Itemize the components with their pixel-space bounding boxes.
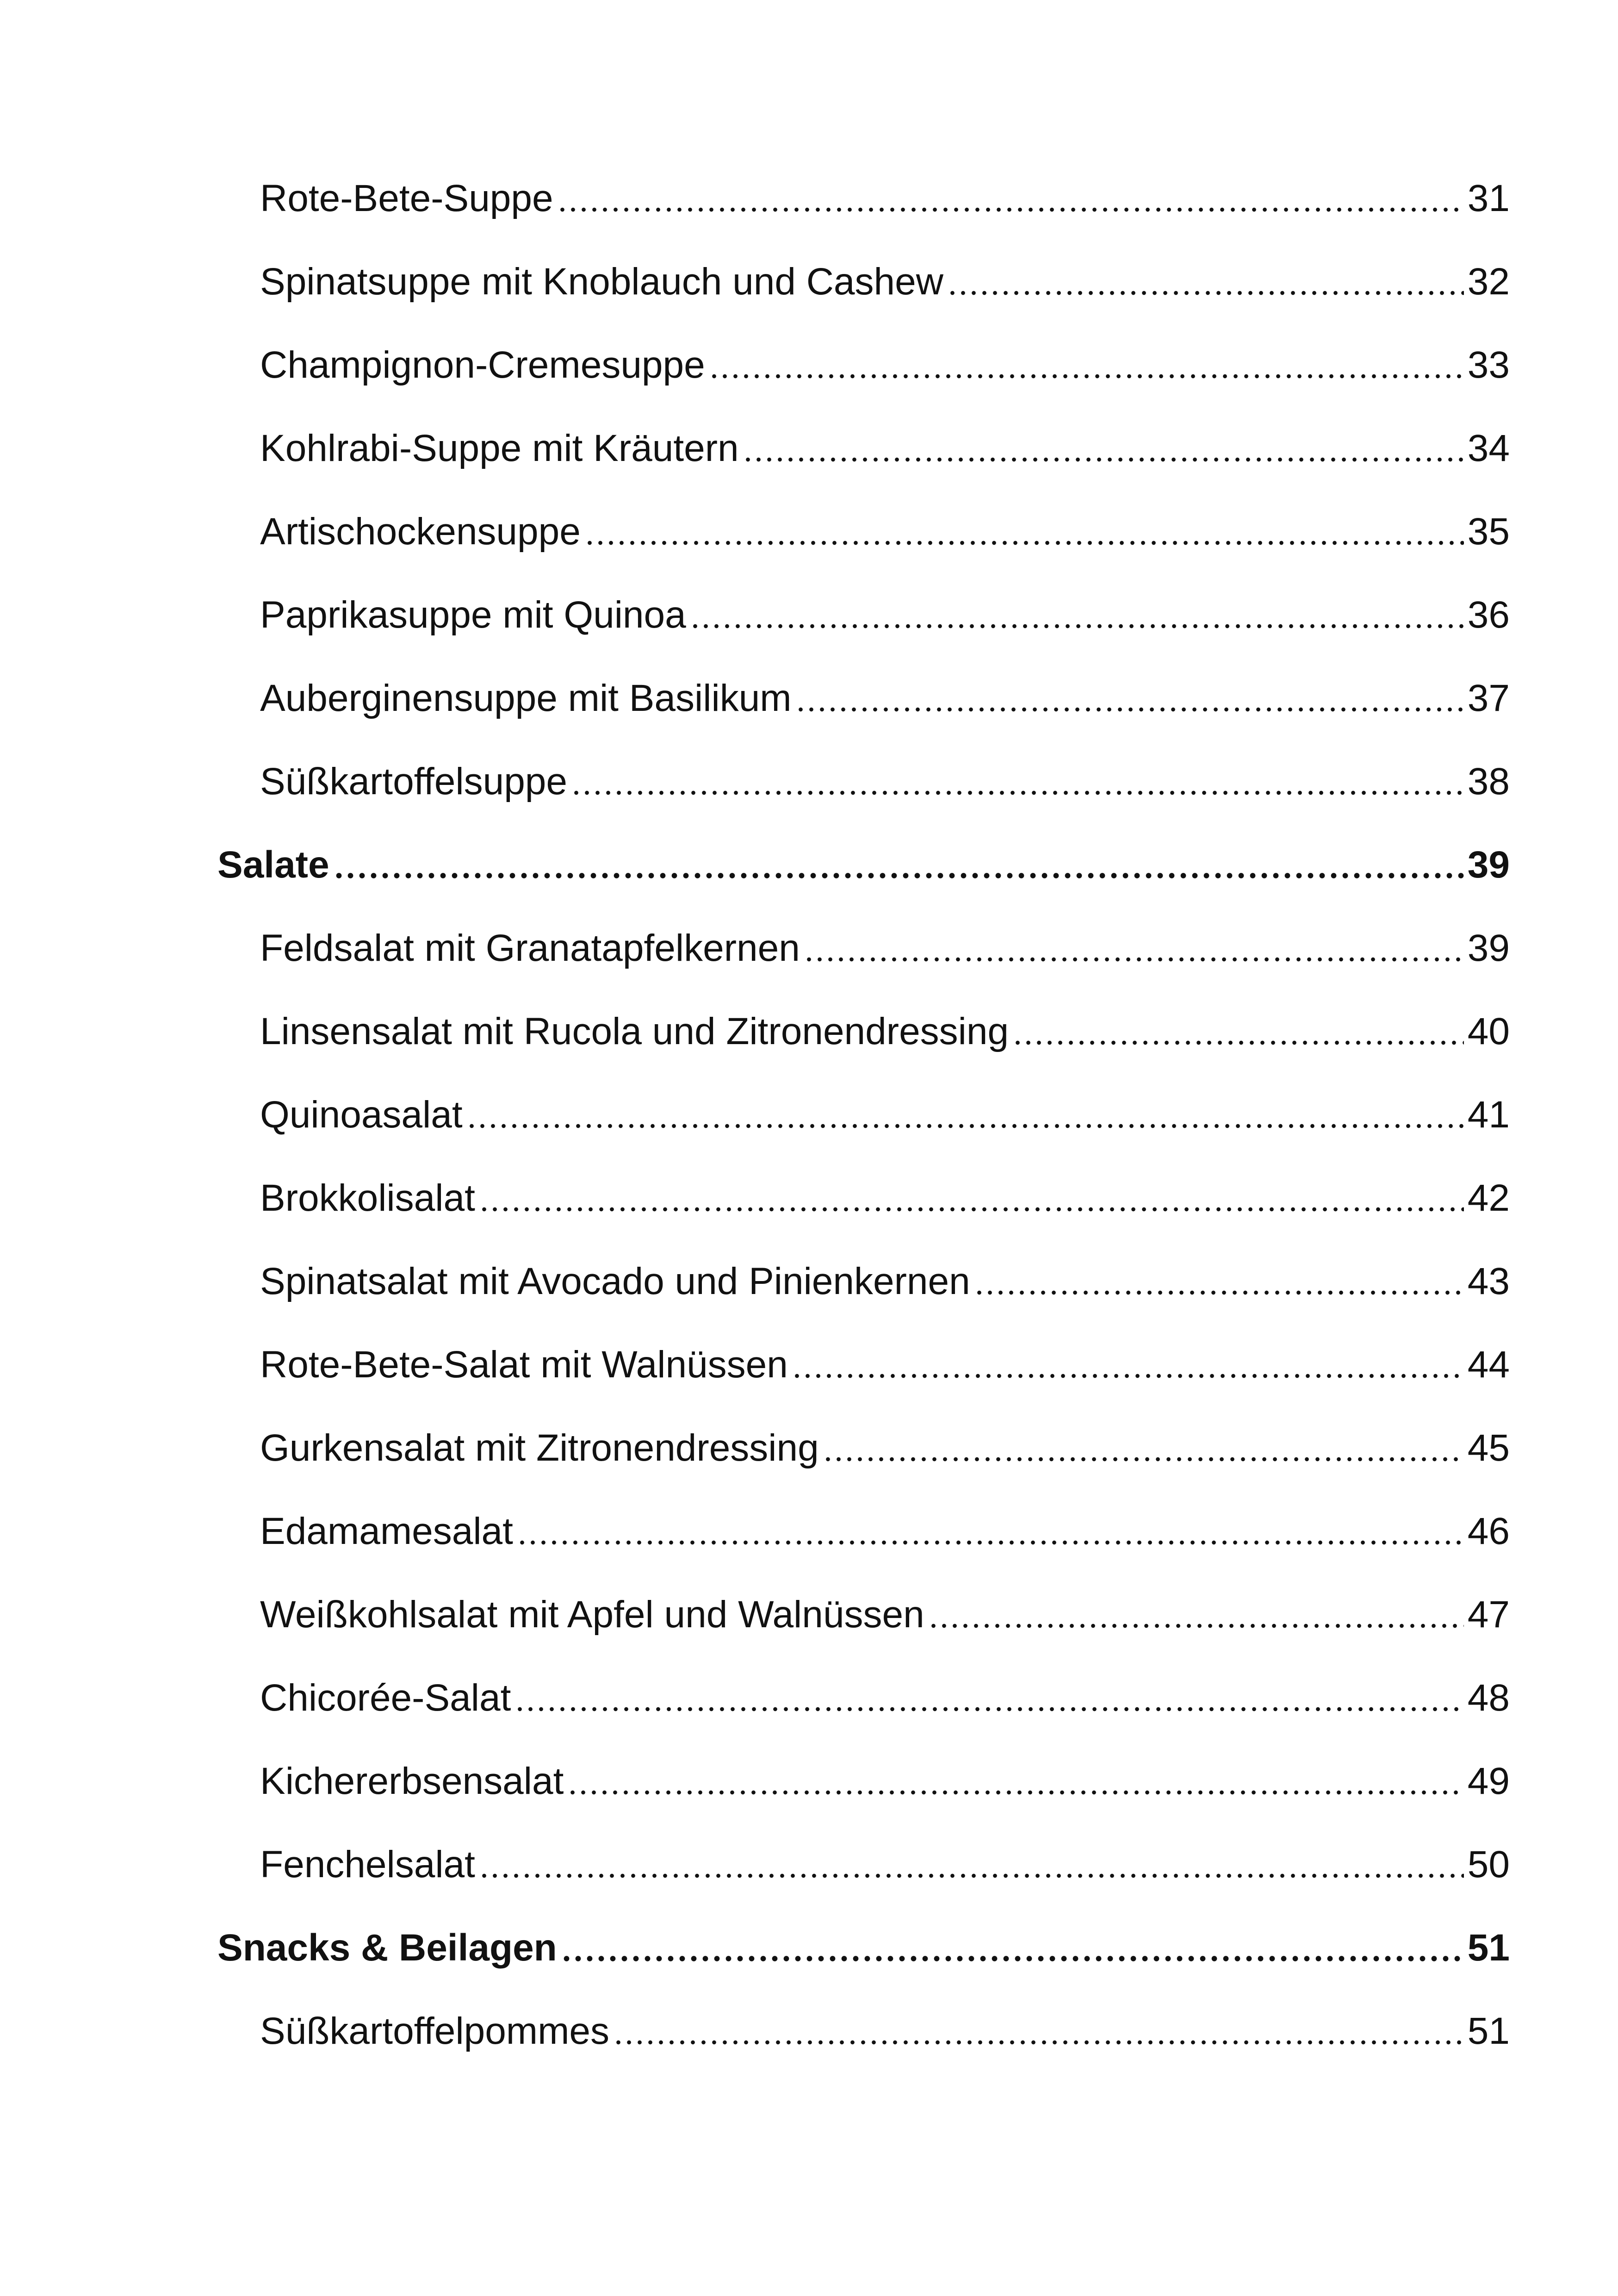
dot-leader [804,927,1464,964]
dot-leader [690,593,1464,631]
toc-entry-page: 46 [1467,1510,1510,1552]
toc-entry-page: 39 [1467,927,1510,969]
toc-entry-title: Spinatsuppe mit Knoblauch und Cashew [260,261,943,303]
toc-entry-title: Rote-Bete-Salat mit Walnüssen [260,1344,788,1386]
toc-entry-page: 51 [1467,2010,1510,2052]
toc-entry-title: Linsensalat mit Rucola und Zitronendressing [260,1010,1009,1052]
toc-entry[interactable] [260,569,1510,634]
toc-entry[interactable] [260,902,1510,967]
toc-entry[interactable] [260,1819,1510,1884]
dot-leader [709,343,1464,381]
toc-entry[interactable] [260,986,1510,1051]
toc-entry-page: 49 [1467,1760,1510,1802]
dot-leader [584,510,1464,548]
dot-leader [466,1093,1464,1131]
dot-leader [947,260,1464,298]
toc-entry[interactable] [260,1736,1510,1800]
toc-entry-title: Süßkartoffelsuppe [260,760,568,803]
toc-entry-title: Gurkensalat mit Zitronendressing [260,1427,819,1469]
toc-entry-page: 47 [1467,1593,1510,1636]
toc-entry-title: Champignon-Cremesuppe [260,344,705,386]
toc-entry-page: 36 [1467,594,1510,636]
toc-section-page: 39 [1467,844,1510,886]
toc-entry[interactable] [260,1319,1510,1384]
toc-entry[interactable] [260,153,1510,218]
toc-entry[interactable] [260,486,1510,551]
toc-entry-title: Feldsalat mit Granatapfelkernen [260,927,800,969]
toc-entry-title: Edamamesalat [260,1510,513,1552]
toc-section-page: 51 [1467,1927,1510,1969]
toc-entry-page: 34 [1467,427,1510,469]
dot-leader [823,1426,1464,1464]
toc-entry-page: 44 [1467,1344,1510,1386]
toc-entry-title: Kohlrabi-Suppe mit Kräutern [260,427,739,469]
toc-entry-title: Fenchelsalat [260,1843,475,1885]
toc-entry-page: 35 [1467,510,1510,553]
toc-entry-page: 38 [1467,760,1510,803]
toc-section-heading[interactable] [217,1902,1510,1967]
toc-entry-title: Brokkolisalat [260,1177,475,1219]
toc-entry-title: Weißkohlsalat mit Apfel und Walnüssen [260,1593,924,1636]
toc-entry[interactable] [260,653,1510,717]
toc-entry[interactable] [260,403,1510,467]
toc-entry-page: 48 [1467,1677,1510,1719]
toc-entry-page: 31 [1467,177,1510,219]
toc-entry-page: 32 [1467,261,1510,303]
toc-entry-title: Quinoasalat [260,1094,463,1136]
toc-section-title: Salate [217,844,329,886]
toc-entry-title: Kichererbsensalat [260,1760,564,1802]
dot-leader [743,427,1464,465]
toc-entry-title: Süßkartoffelpommes [260,2010,610,2052]
toc-entry-page: 43 [1467,1260,1510,1302]
toc-entry[interactable] [260,736,1510,801]
toc-entry[interactable] [260,236,1510,301]
toc-entry-title: Chicorée-Salat [260,1677,511,1719]
dot-leader [479,1843,1464,1881]
dot-leader [567,1760,1463,1798]
toc-entry[interactable] [260,319,1510,384]
toc-entry-page: 45 [1467,1427,1510,1469]
toc-entry-page: 33 [1467,344,1510,386]
dot-leader [792,1343,1464,1381]
toc-entry-page: 42 [1467,1177,1510,1219]
toc-entry-page: 41 [1467,1094,1510,1136]
dot-leader [479,1176,1464,1214]
dot-leader [795,677,1464,715]
toc-entry-page: 50 [1467,1843,1510,1885]
dot-leader [561,1926,1464,1964]
toc-entry-page: 37 [1467,677,1510,719]
dot-leader [515,1676,1463,1714]
toc-entry[interactable] [260,1486,1510,1550]
toc-entry[interactable] [260,1152,1510,1217]
dot-leader [613,2010,1464,2047]
dot-leader [1012,1010,1464,1048]
dot-leader [974,1260,1464,1298]
dot-leader [928,1593,1464,1631]
toc-entry-title: Rote-Bete-Suppe [260,177,553,219]
toc-entry-title: Paprikasuppe mit Quinoa [260,594,686,636]
toc-entry-title: Spinatsalat mit Avocado und Pinienkernen [260,1260,970,1302]
dot-leader [517,1510,1464,1548]
toc-section-heading[interactable] [217,819,1510,884]
toc-entry[interactable] [260,1985,1510,2050]
toc-entry[interactable] [260,1236,1510,1300]
toc-entry-title: Auberginensuppe mit Basilikum [260,677,792,719]
toc-entry[interactable] [260,1402,1510,1467]
toc-entry[interactable] [260,1652,1510,1717]
toc-entry[interactable] [260,1069,1510,1134]
dot-leader [557,177,1464,215]
toc-entry[interactable] [260,1569,1510,1634]
toc-entry-page: 40 [1467,1010,1510,1052]
dot-leader [571,760,1464,798]
toc-entry-title: Artischockensuppe [260,510,581,553]
dot-leader [333,843,1464,881]
toc-section-title: Snacks & Beilagen [217,1927,557,1969]
